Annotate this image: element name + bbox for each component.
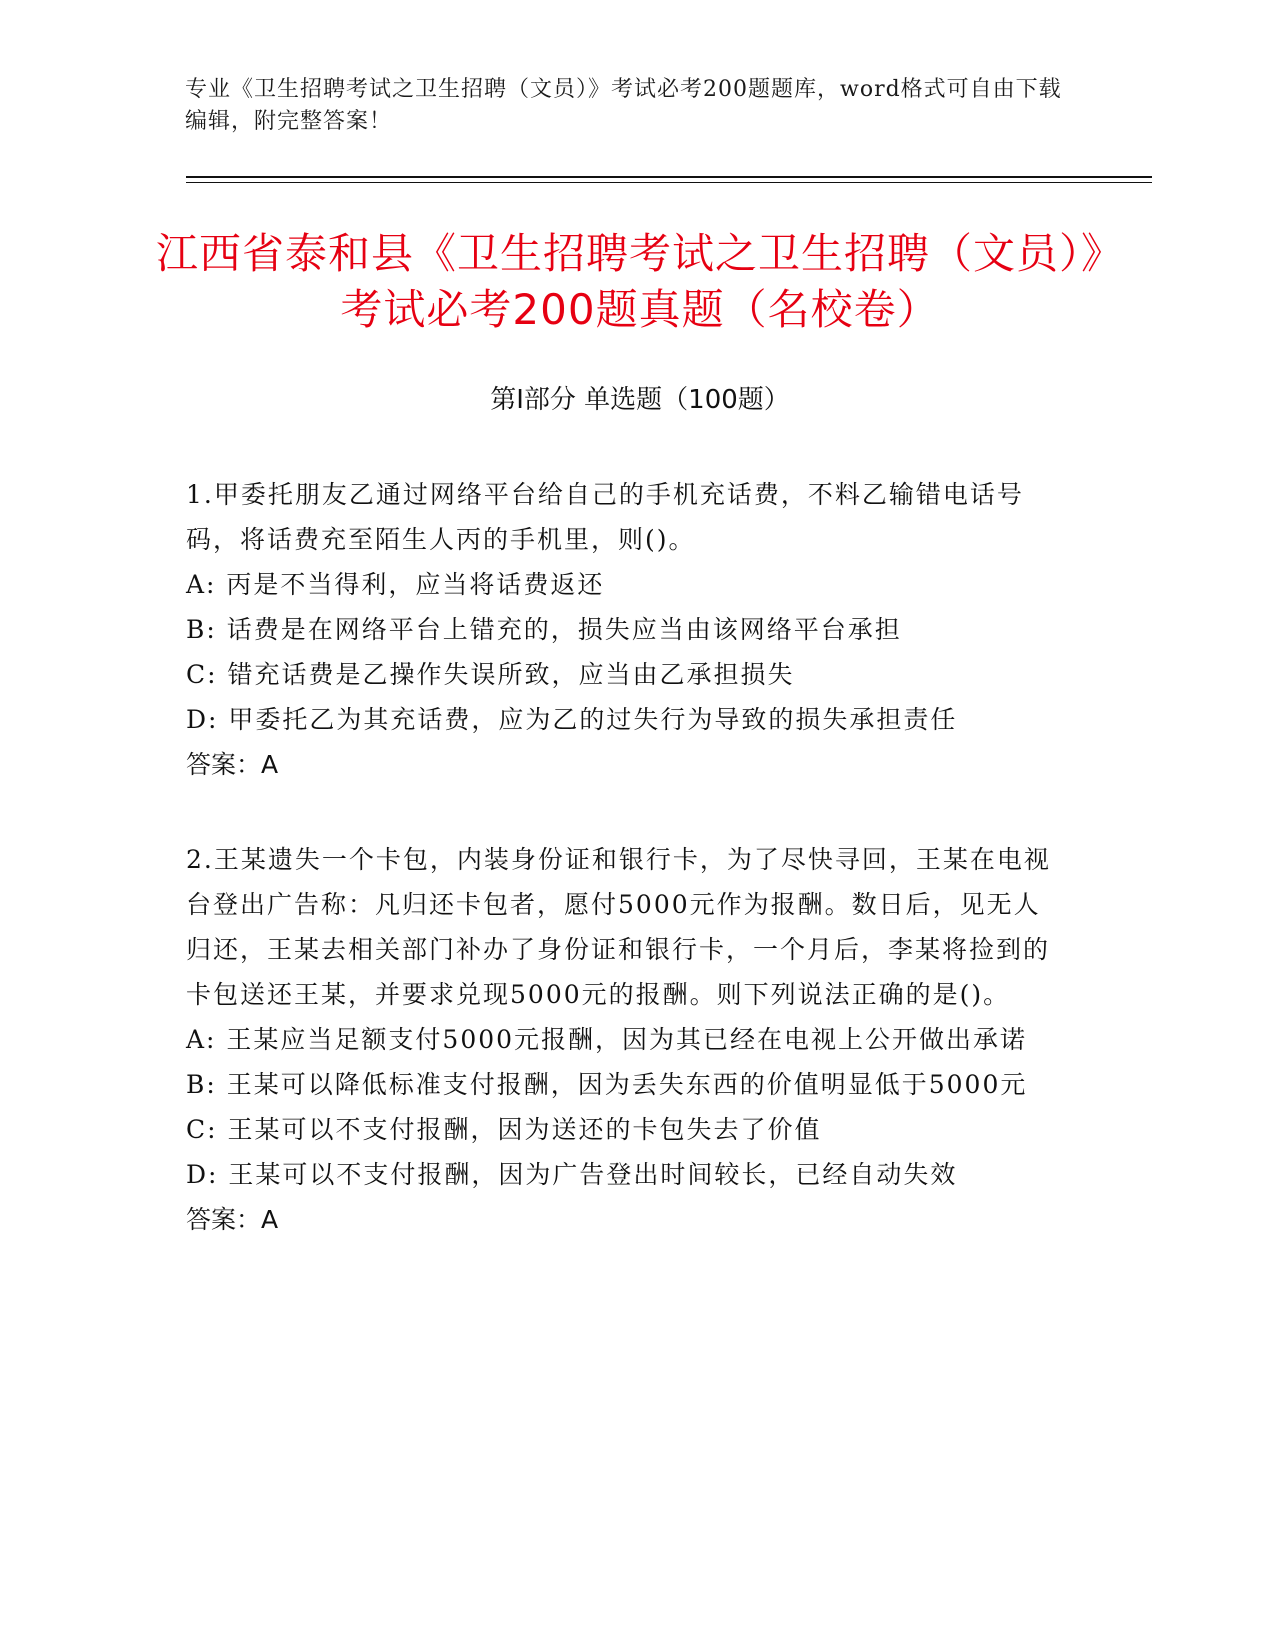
header-rule-thick: [186, 176, 1152, 178]
answer: 答案：A: [186, 750, 279, 779]
option-c: C: 王某可以不支付报酬，因为送还的卡包失去了价值: [186, 1115, 822, 1144]
header-rule-thin: [186, 182, 1152, 183]
option-a: A: 王某应当足额支付5000元报酬，因为其已经在电视上公开做出承诺: [186, 1025, 1028, 1054]
question-stem: 1.甲委托朋友乙通过网络平台给自己的手机充话费，不料乙输错电话号码，将话费充至陌生人丙的手机里，则()。: [186, 480, 1024, 554]
question-2: [186, 837, 1066, 1242]
option-d: D: 甲委托乙为其充话费，应为乙的过失行为导致的损失承担责任: [186, 705, 958, 734]
option-b: B: 王某可以降低标准支付报酬，因为丢失东西的价值明显低于5000元: [186, 1070, 1028, 1099]
answer: 答案：A: [186, 1205, 279, 1234]
option-d: D: 王某可以不支付报酬，因为广告登出时间较长，已经自动失效: [186, 1160, 958, 1189]
document-title: 江西省泰和县《卫生招聘考试之卫生招聘（文员）》考试必考200题真题（名校卷）: [155, 229, 1124, 334]
header-note: 专业《卫生招聘考试之卫生招聘（文员）》考试必考200题题库，word格式可自由下载编辑，附完整答案！: [185, 77, 1062, 134]
option-b: B: 话费是在网络平台上错充的，损失应当由该网络平台承担: [186, 615, 902, 644]
section-title: 第Ⅰ部分 单选题（100题）: [490, 385, 790, 415]
question-stem: 2.王某遗失一个卡包，内装身份证和银行卡，为了尽快寻回，王某在电视台登出广告称：凡归还卡包者，愿付5000元作为报酬。数日后，见无人归还，王某去相关部门补办了身份证和银行卡，一个月后，李某将捡到的卡包送还王某，并要求兑现5000元的报酬。则下列说法正确的是()。: [186, 845, 1051, 1009]
question-1: [186, 472, 1066, 787]
option-c: C: 错充话费是乙操作失误所致，应当由乙承担损失: [186, 660, 795, 689]
option-a: A: 丙是不当得利，应当将话费返还: [186, 570, 605, 599]
